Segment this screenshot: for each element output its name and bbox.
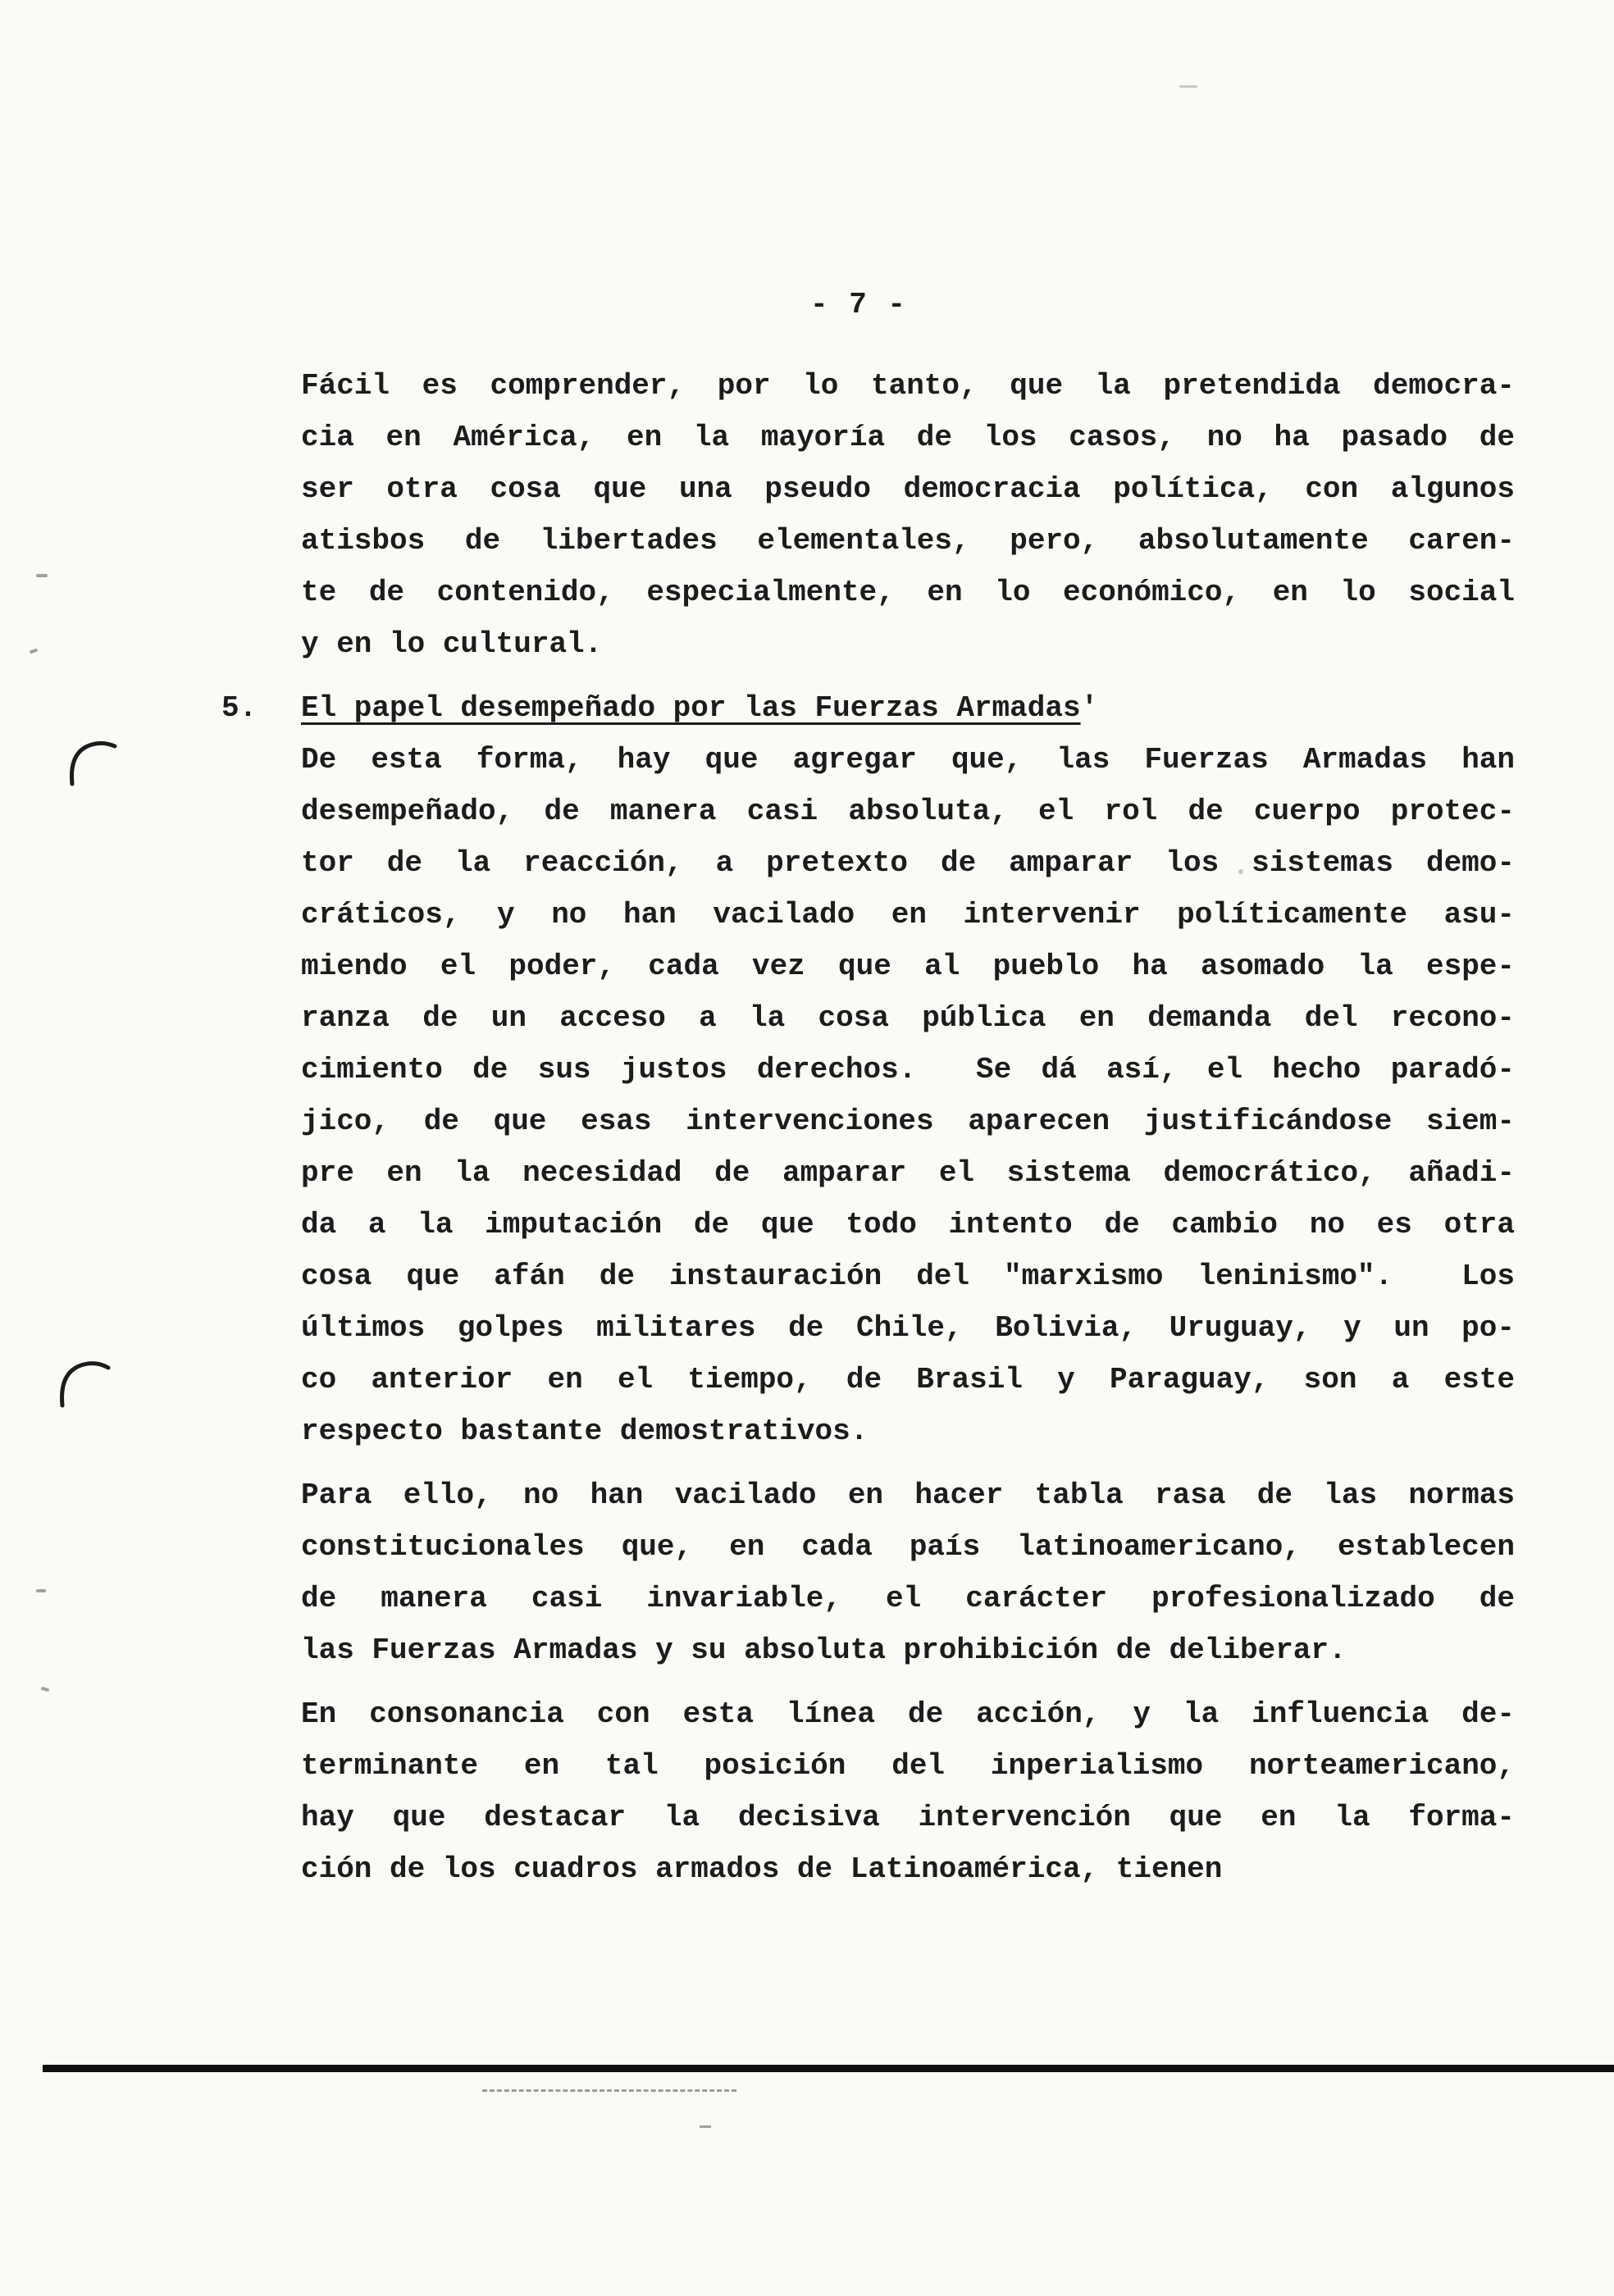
text-line: constitucionales que, en cada país latinoamericano, establecen (301, 1530, 1515, 1564)
margin-curve-mark-2 (57, 1358, 120, 1412)
page-number: - 7 - (809, 288, 908, 321)
text-line: respecto bastante demostrativos. (301, 1414, 869, 1448)
margin-dash-mark-3 (36, 1589, 46, 1592)
margin-dash-mark-2 (30, 648, 39, 654)
text-line: cosa que afán de instauración del "marxismo leninismo". Los (301, 1260, 1515, 1293)
text-line: atisbos de libertades elementales, pero, absolutamente caren- (301, 524, 1515, 558)
text-line: Fácil es comprender, por lo tanto, que la pretendida democra- (301, 369, 1515, 403)
paragraph-consonancia (301, 1688, 1515, 1895)
section-heading-row (221, 682, 1515, 734)
text-line: desempeñado, de manera casi absoluta, el rol de cuerpo protec- (301, 795, 1515, 828)
text-line: ser otra cosa que una pseudo democracia política, con algunos (301, 472, 1515, 506)
text-line: las Fuerzas Armadas y su absoluta prohibición de deliberar. (301, 1633, 1347, 1667)
bottom-rule (43, 2065, 1614, 2072)
text-line: terminante en tal posición del inperialismo norteamericano, (301, 1749, 1515, 1783)
intro-paragraph (301, 360, 1515, 670)
scan-speck-1 (1238, 869, 1243, 874)
text-line: En consonancia con esta línea de acción, y la influencia de- (301, 1697, 1515, 1731)
text-line: miendo el poder, cada vez que al pueblo ha asomado la espe- (301, 950, 1515, 983)
text-line: ranza de un acceso a la cosa pública en demanda del recono- (301, 1001, 1515, 1035)
text-line: De esta forma, hay que agregar que, las Fuerzas Armadas han (301, 743, 1515, 777)
paragraph-constitutional-norms (301, 1469, 1515, 1676)
text-line: da a la imputación de que todo intento de cambio no es otra (301, 1208, 1515, 1241)
bottom-speck (700, 2125, 711, 2128)
margin-curve-mark-1 (67, 738, 126, 790)
paragraph-armed-forces-role (301, 734, 1515, 1457)
text-line: ción de los cuadros armados de Latinoamérica, tienen (301, 1852, 1223, 1886)
scan-speck-top-right (1179, 85, 1197, 88)
text-block (221, 360, 1515, 1895)
text-line: últimos golpes militares de Chile, Bolivia, Uruguay, y un po- (301, 1311, 1515, 1345)
section-number: 5. (221, 691, 258, 725)
text-line: jico, de que esas intervenciones aparecen justificándose siem- (301, 1105, 1515, 1138)
text-line: cia en América, en la mayoría de los casos, no ha pasado de (301, 421, 1515, 454)
bottom-dashed-line (482, 2089, 736, 2092)
text-line: te de contenido, especialmente, en lo económico, en lo social (301, 576, 1515, 609)
text-line: cimiento de sus justos derechos. Se dá así, el hecho paradó- (301, 1053, 1515, 1086)
text-line: y en lo cultural. (301, 627, 603, 661)
text-line: cráticos, y no han vacilado en intervenir políticamente asu- (301, 898, 1515, 932)
margin-dash-mark-1 (36, 574, 48, 577)
text-line: tor de la reacción, a pretexto de amparar los sistemas demo- (301, 846, 1515, 880)
text-line: Para ello, no han vacilado en hacer tabla rasa de las normas (301, 1478, 1515, 1512)
section-5 (221, 682, 1515, 1895)
text-line: de manera casi invariable, el carácter profesionalizado de (301, 1582, 1515, 1615)
text-line: co anterior en el tiempo, de Brasil y Paraguay, son a este (301, 1363, 1515, 1396)
section-heading: El papel desempeñado por las Fuerzas Armadas (301, 691, 1081, 725)
margin-dash-mark-4 (41, 1687, 50, 1692)
heading-tail-mark: ' (1080, 691, 1099, 725)
text-line: hay que destacar la decisiva intervención que en la forma- (301, 1801, 1515, 1834)
text-line: pre en la necesidad de amparar el sistema democrático, añadi- (301, 1156, 1515, 1190)
